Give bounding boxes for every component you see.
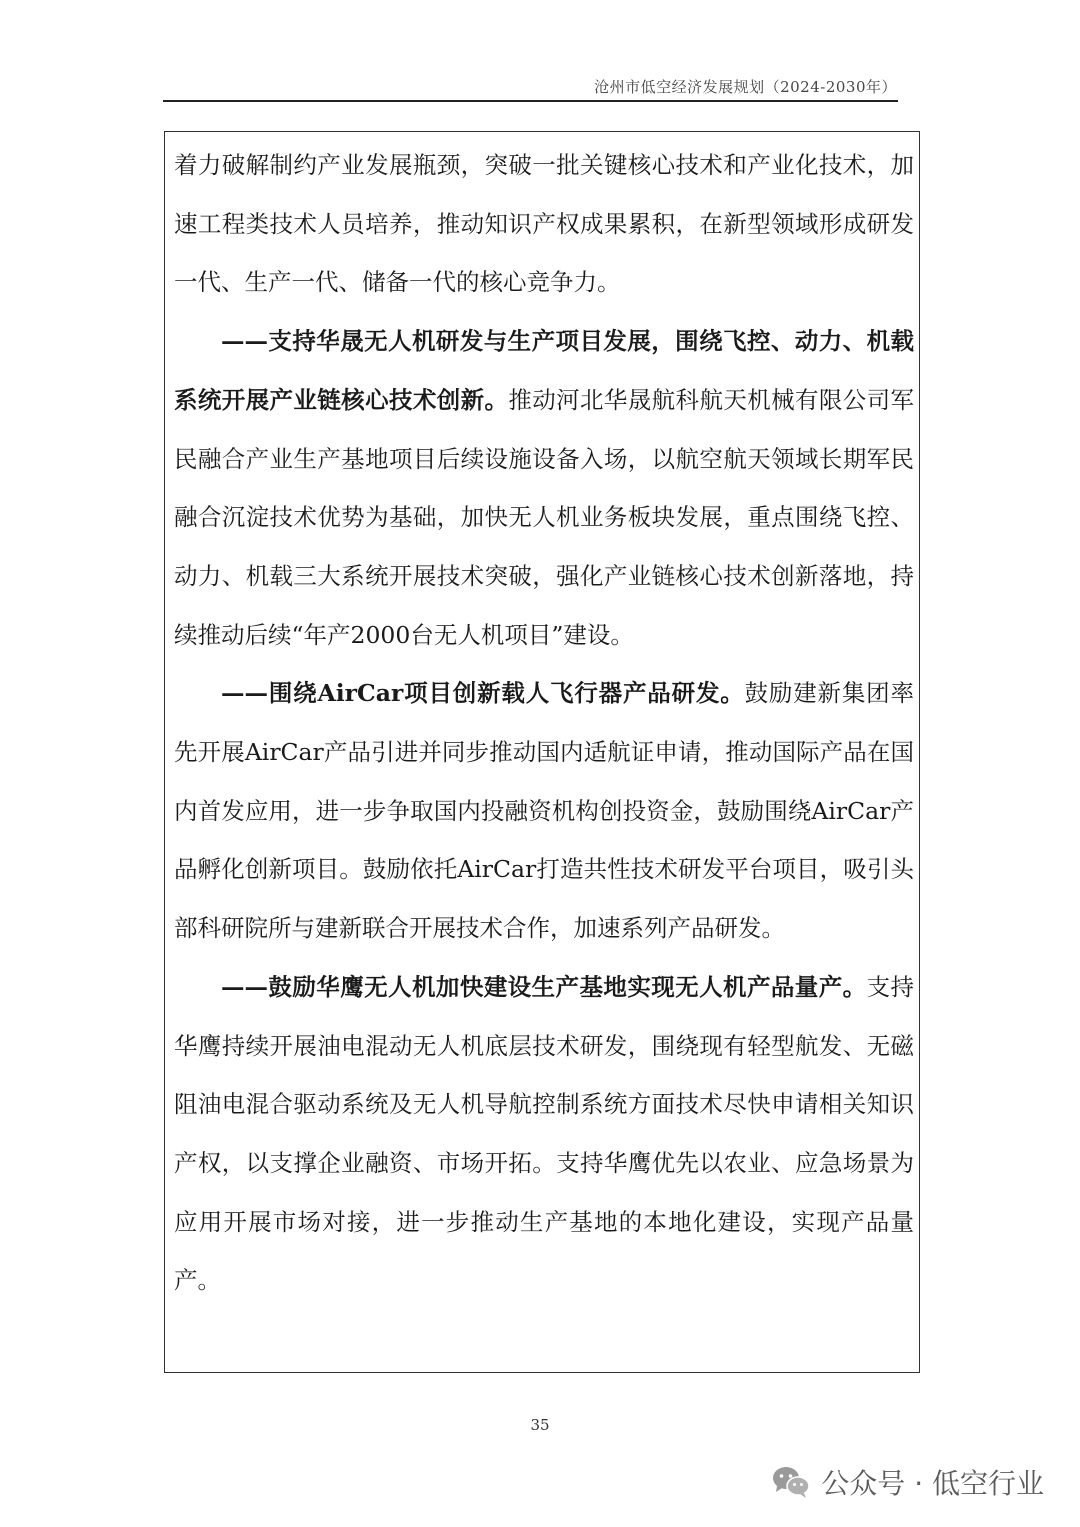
paragraph-text: 鼓励建新集团率先开展AirCar产品引进并同步推动国内适航证申请，推动国际产品在国内首发应用，进一步争取国内投融资机构创投资金，鼓励围绕AirCar产品孵化创新项目。鼓励依托AirCar打造共性技术研发平台项目，吸引头部科研院所与建新联合开展技术合作，加速系列产品研发。	[174, 679, 915, 943]
body-content	[174, 136, 914, 1310]
paragraph-heading: ——围绕AirCar项目创新载人飞行器产品研发。	[221, 679, 745, 708]
paragraph-aircar	[174, 664, 914, 958]
paragraph-text: 支持华鹰持续开展油电混动无人机底层技术研发，围绕现有轻型航发、无磁阻油电混合驱动系统及无人机导航控制系统方面技术尽快申请相关知识产权，以支撑企业融资、市场开拓。支持华鹰优先以农业、应急场景为应用开展市场对接，进一步推动生产基地的本地化建设，实现产品量产。	[174, 972, 915, 1295]
page-number: 35	[530, 1416, 550, 1434]
paragraph-heading: ——鼓励华鹰无人机加快建设生产基地实现无人机产品量产。	[221, 972, 867, 1001]
paragraph-huaying	[174, 958, 914, 1310]
paragraph-text: 着力破解制约产业发展瓶颈，突破一批关键核心技术和产业化技术，加速工程类技术人员培养，推动知识产权成果累积，在新型领域形成研发一代、生产一代、储备一代的核心竞争力。	[174, 151, 914, 297]
paragraph-huasheng	[174, 312, 914, 664]
paragraph-continuation	[174, 136, 914, 312]
wechat-icon	[771, 1465, 811, 1499]
watermark-text: 公众号 · 低空行业	[821, 1467, 1044, 1500]
watermark	[771, 1462, 1044, 1502]
paragraph-heading: ——支持华晟无人机研发与生产项目发展，围绕飞控、动力、机载系统开展产业链核心技术创新。	[174, 327, 914, 414]
paragraph-text: 推动河北华晟航科航天机械有限公司军民融合产业生产基地项目后续设施设备入场，以航空航天领域长期军民融合沉淀技术优势为基础，加快无人机业务板块发展，重点围绕飞控、动力、机载三大系统开展技术突破，强化产业链核心技术创新落地，持续推动后续“年产2000台无人机项目”建设。	[174, 385, 915, 649]
header-rule	[163, 100, 898, 102]
page-header-title: 沧州市低空经济发展规划（2024-2030年）	[594, 78, 897, 96]
